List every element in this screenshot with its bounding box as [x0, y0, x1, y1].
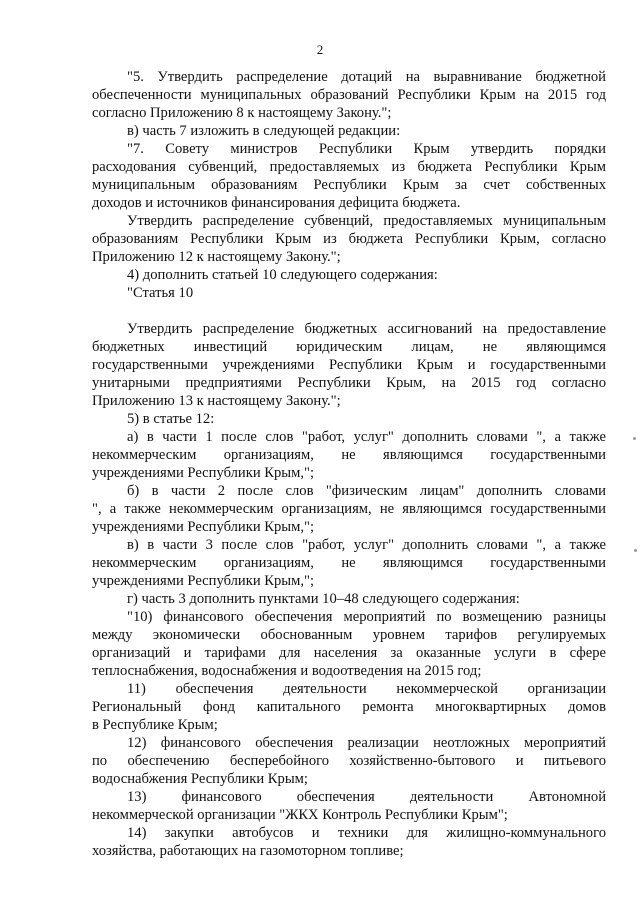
text-line: унитарными предприятиями Республики Крым, на 2015 год согласно	[92, 375, 606, 391]
text-line: водоснабжения Республики Крым;	[92, 771, 308, 787]
text-line: Утвердить распределение субвенций, предоставляемых муниципальным	[127, 213, 606, 229]
text-line: "7. Совету министров Республики Крым утвердить порядки	[127, 141, 606, 157]
text-line: по обеспечению бесперебойного хозяйственно-бытового и питьевого	[92, 753, 606, 769]
text-line: 11) обеспечения деятельности некоммерческой организации	[127, 681, 606, 697]
text-line: доходов и источников финансирования дефицита бюджета.	[92, 195, 461, 211]
text-line: в Республике Крым;	[92, 717, 218, 733]
text-line: 12) финансового обеспечения реализации неотложных мероприятий	[127, 735, 606, 751]
text-line: 5) в статье 12:	[127, 411, 215, 427]
text-line: учреждениями Республики Крым,";	[92, 519, 315, 535]
text-line: муниципальным образованиям Республики Крым за счет собственных	[92, 177, 606, 193]
text-line: некоммерческим организациям, не являющимся государственными	[92, 555, 606, 571]
text-line: между экономически обоснованным уровнем тарифов регулируемых	[92, 627, 606, 643]
text-line: ", а также некоммерческим организациям, не являющимся государственными	[92, 501, 606, 517]
text-line: некоммерческим организациям, не являющимся государственными	[92, 447, 606, 463]
text-line: организаций и тарифами для населения за оказанные услуги в сфере	[92, 645, 606, 661]
text-line: "10) финансового обеспечения мероприятий по возмещению разницы	[127, 609, 606, 625]
text-line: г) часть 3 дополнить пунктами 10–48 следующего содержания:	[127, 591, 520, 607]
page-number: 2	[316, 42, 324, 57]
text-line: Утвердить распределение бюджетных ассигнований на предоставление	[127, 321, 606, 337]
text-line: в) в части 3 после слов "работ, услуг" дополнить словами ", а также	[127, 537, 606, 553]
text-line: Приложению 13 к настоящему Закону.";	[92, 393, 341, 409]
text-line: образованиям Республики Крым из бюджета Республики Крым, согласно	[92, 231, 606, 247]
scan-speck	[634, 549, 637, 552]
scan-speck	[633, 437, 636, 440]
text-line: учреждениями Республики Крым,";	[92, 465, 315, 481]
text-line: обеспеченности муниципальных образований Республики Крым на 2015 год	[92, 87, 606, 103]
text-line: в) часть 7 изложить в следующей редакции:	[127, 123, 401, 139]
text-line: учреждениями Республики Крым,";	[92, 573, 315, 589]
text-line: 4) дополнить статьей 10 следующего содержания:	[127, 267, 438, 283]
text-line: а) в части 1 после слов "работ, услуг" дополнить словами ", а также	[127, 429, 606, 445]
text-line: согласно Приложению 8 к настоящему Закону.";	[92, 105, 392, 121]
text-line: расходования субвенций, предоставляемых из бюджета Республики Крым	[92, 159, 606, 175]
text-line: государственными учреждениями Республики Крым и государственными	[92, 357, 606, 373]
text-line: 14) закупки автобусов и техники для жилищно-коммунального	[127, 825, 606, 841]
text-line: некоммерческой организации "ЖКХ Контроль Республики Крым";	[92, 807, 508, 823]
text-line: б) в части 2 после слов "физическим лицам" дополнить словами	[127, 483, 606, 499]
article-heading: "Статья 10	[127, 285, 194, 301]
text-line: Региональный фонд капитального ремонта многоквартирных домов	[92, 699, 606, 715]
text-line: "5. Утвердить распределение дотаций на выравнивание бюджетной	[127, 69, 606, 85]
text-line: 13) финансового обеспечения деятельности Автономной	[127, 789, 606, 805]
text-line: хозяйства, работающих на газомоторном топливе;	[92, 843, 404, 859]
text-line: Приложению 12 к настоящему Закону.";	[92, 249, 341, 265]
text-line: бюджетных инвестиций юридическим лицам, не являющимся	[92, 339, 606, 355]
text-line: теплоснабжения, водоснабжения и водоотведения на 2015 год;	[92, 663, 482, 679]
